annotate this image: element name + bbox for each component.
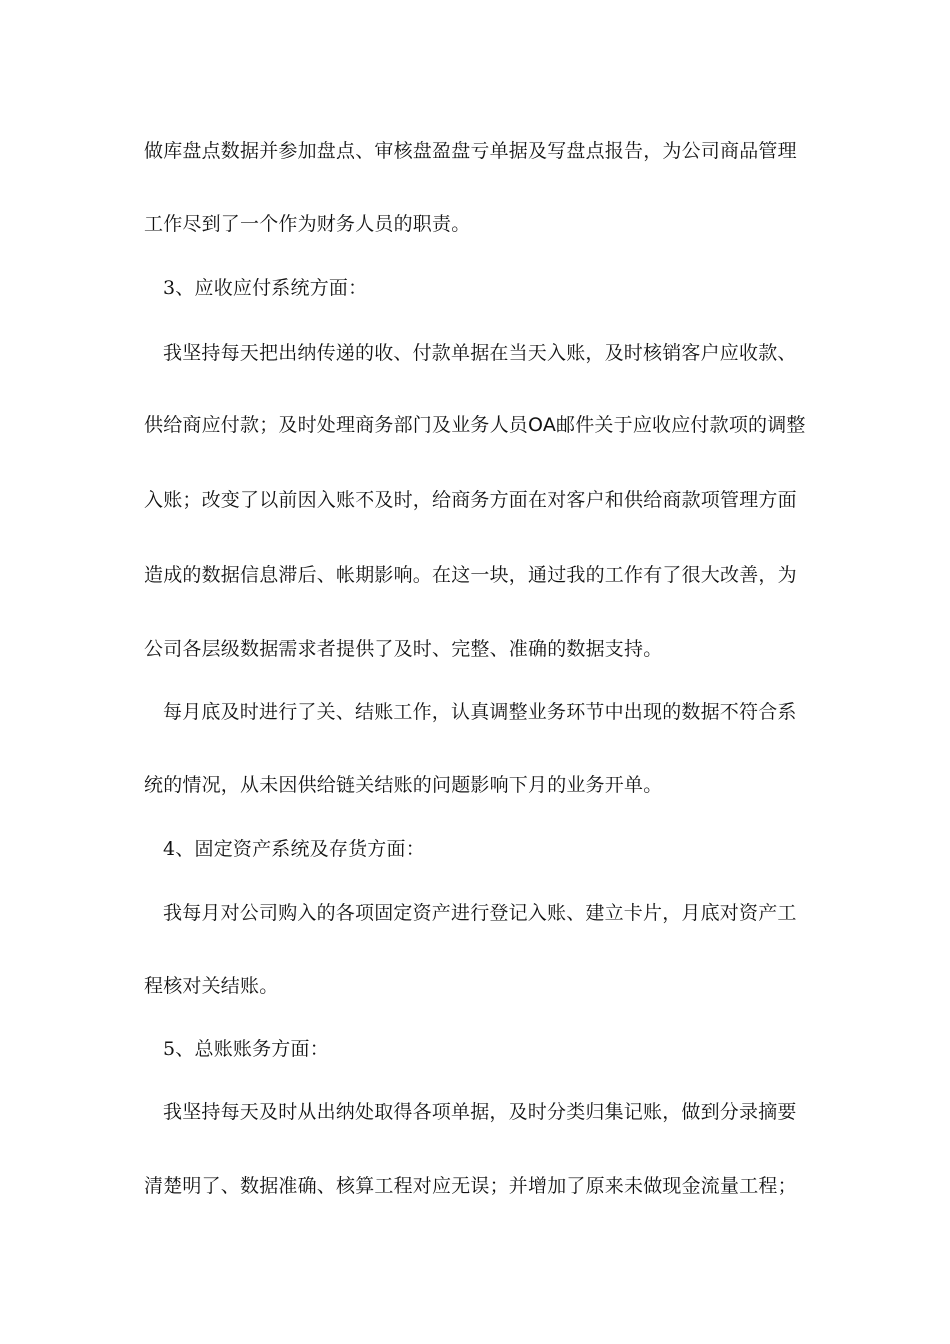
paragraph-line: 程核对关结账。 xyxy=(144,975,279,997)
section-heading: 3、应收应付系统方面： xyxy=(163,277,368,299)
paragraph-line: 每月底及时进行了关、结账工作，认真调整业务环节中出现的数据不符合系 xyxy=(163,701,797,723)
paragraph-line: 造成的数据信息滞后、帐期影响。在这一块，通过我的工作有了很大改善，为 xyxy=(144,564,797,586)
section-heading: 5、总账账务方面： xyxy=(163,1038,329,1060)
paragraph-line: 统的情况，从未因供给链关结账的问题影响下月的业务开单。 xyxy=(144,774,663,796)
paragraph-line: 清楚明了、数据准确、核算工程对应无误；并增加了原来未做现金流量工程； xyxy=(144,1175,797,1197)
paragraph-line: 供给商应付款；及时处理商务部门及业务人员OA邮件关于应收应付款项的调整 xyxy=(144,414,806,436)
paragraph-line: 我坚持每天把出纳传递的收、付款单据在当天入账，及时核销客户应收款、 xyxy=(163,342,797,364)
paragraph-line: 我坚持每天及时从出纳处取得各项单据，及时分类归集记账，做到分录摘要 xyxy=(163,1101,797,1123)
section-heading: 4、固定资产系统及存货方面： xyxy=(163,838,425,860)
paragraph-line: 我每月对公司购入的各项固定资产进行登记入账、建立卡片，月底对资产工 xyxy=(163,902,797,924)
paragraph-line: 做库盘点数据并参加盘点、审核盘盈盘亏单据及写盘点报告，为公司商品管理 xyxy=(144,140,797,162)
paragraph-line: 工作尽到了一个作为财务人员的职责。 xyxy=(144,213,471,235)
paragraph-line: 公司各层级数据需求者提供了及时、完整、准确的数据支持。 xyxy=(144,638,663,660)
paragraph-line: 入账；改变了以前因入账不及时，给商务方面在对客户和供给商款项管理方面 xyxy=(144,489,797,511)
